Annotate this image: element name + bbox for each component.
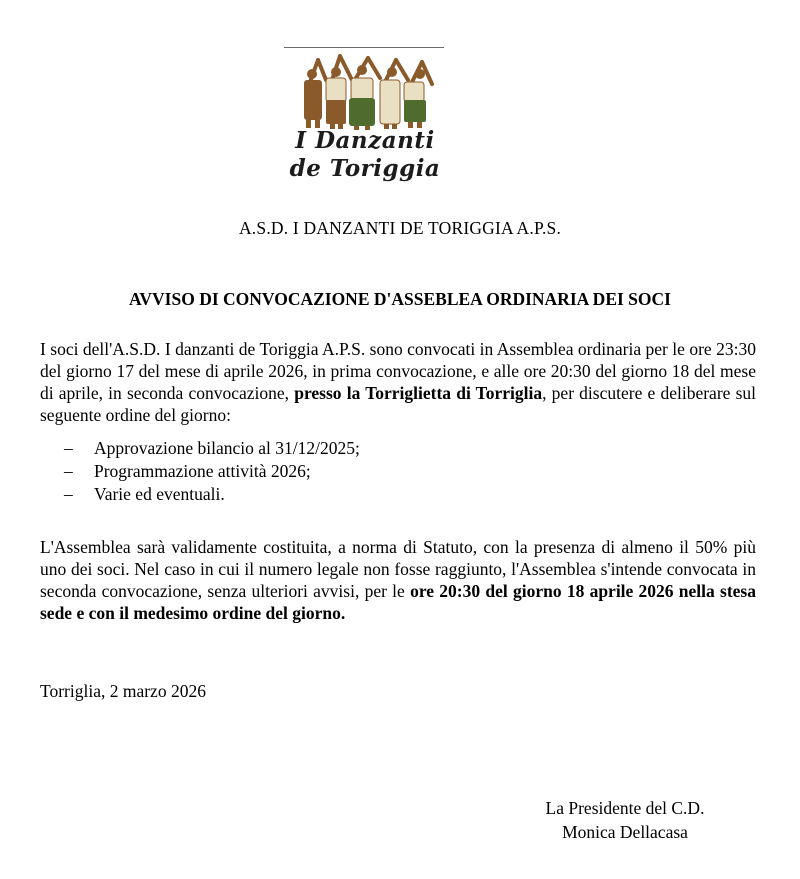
- agenda-item-text: Varie ed eventuali.: [94, 484, 225, 504]
- signatory-name: Monica Dellacasa: [562, 822, 688, 842]
- dash-bullet-icon: –: [64, 461, 73, 481]
- dancers-logo-image: [296, 52, 442, 130]
- list-item: [64, 437, 664, 460]
- logo-wordmark: [280, 127, 450, 183]
- agenda-list: [64, 437, 664, 506]
- logo-line-2: de Toriggia: [289, 155, 441, 182]
- convocation-text: I soci dell'A.S.D. I danzanti de Toriggia A.P.S. sono convocati in Assemblea ordinaria per le ore 23:30 del giorno 17 del mese di aprile 2026, in prima convocazione, e alle ore 20:30 del giorno 18 del mese di aprile, in seconda convocazione,: [40, 339, 756, 403]
- notice-title: AVVISO DI CONVOCAZIONE D'ASSEBLEA ORDINARIA DEI SOCI: [129, 289, 671, 309]
- dash-bullet-icon: –: [64, 484, 73, 504]
- signatory-role: La Presidente del C.D.: [545, 798, 705, 818]
- quorum-paragraph: [40, 536, 756, 624]
- convocation-text-end: , per discutere e deliberare sul seguente ordine del giorno:: [40, 383, 757, 425]
- meeting-location: presso la Torriglietta di Torriglia: [294, 383, 543, 403]
- second-convocation-details: ore 20:30 del giorno 18 aprile 2026 nella stesa sede e con il medesimo ordine del giorno.: [40, 581, 756, 623]
- dash-bullet-icon: –: [64, 438, 73, 458]
- logo-divider: [284, 47, 444, 48]
- place-and-date: Torriglia, 2 marzo 2026: [40, 681, 206, 701]
- agenda-item-text: Programmazione attività 2026;: [94, 461, 311, 481]
- signature-block: [500, 796, 750, 844]
- quorum-text: L'Assemblea sarà validamente costituita, a norma di Statuto, con la presenza di almeno il 50% più uno dei soci. Nel caso in cui il numero legale non fosse raggiunto, l'Assemblea s'intende convocata in seconda convocazione, senza ulteriori avvisi, per le: [40, 537, 756, 601]
- organization-name: A.S.D. I DANZANTI DE TORIGGIA A.P.S.: [238, 218, 562, 238]
- logo-line-1: I Danzanti: [295, 127, 435, 154]
- convocation-paragraph: [40, 338, 756, 426]
- list-item: [64, 460, 664, 483]
- agenda-item-text: Approvazione bilancio al 31/12/2025;: [94, 438, 360, 458]
- list-item: [64, 483, 664, 506]
